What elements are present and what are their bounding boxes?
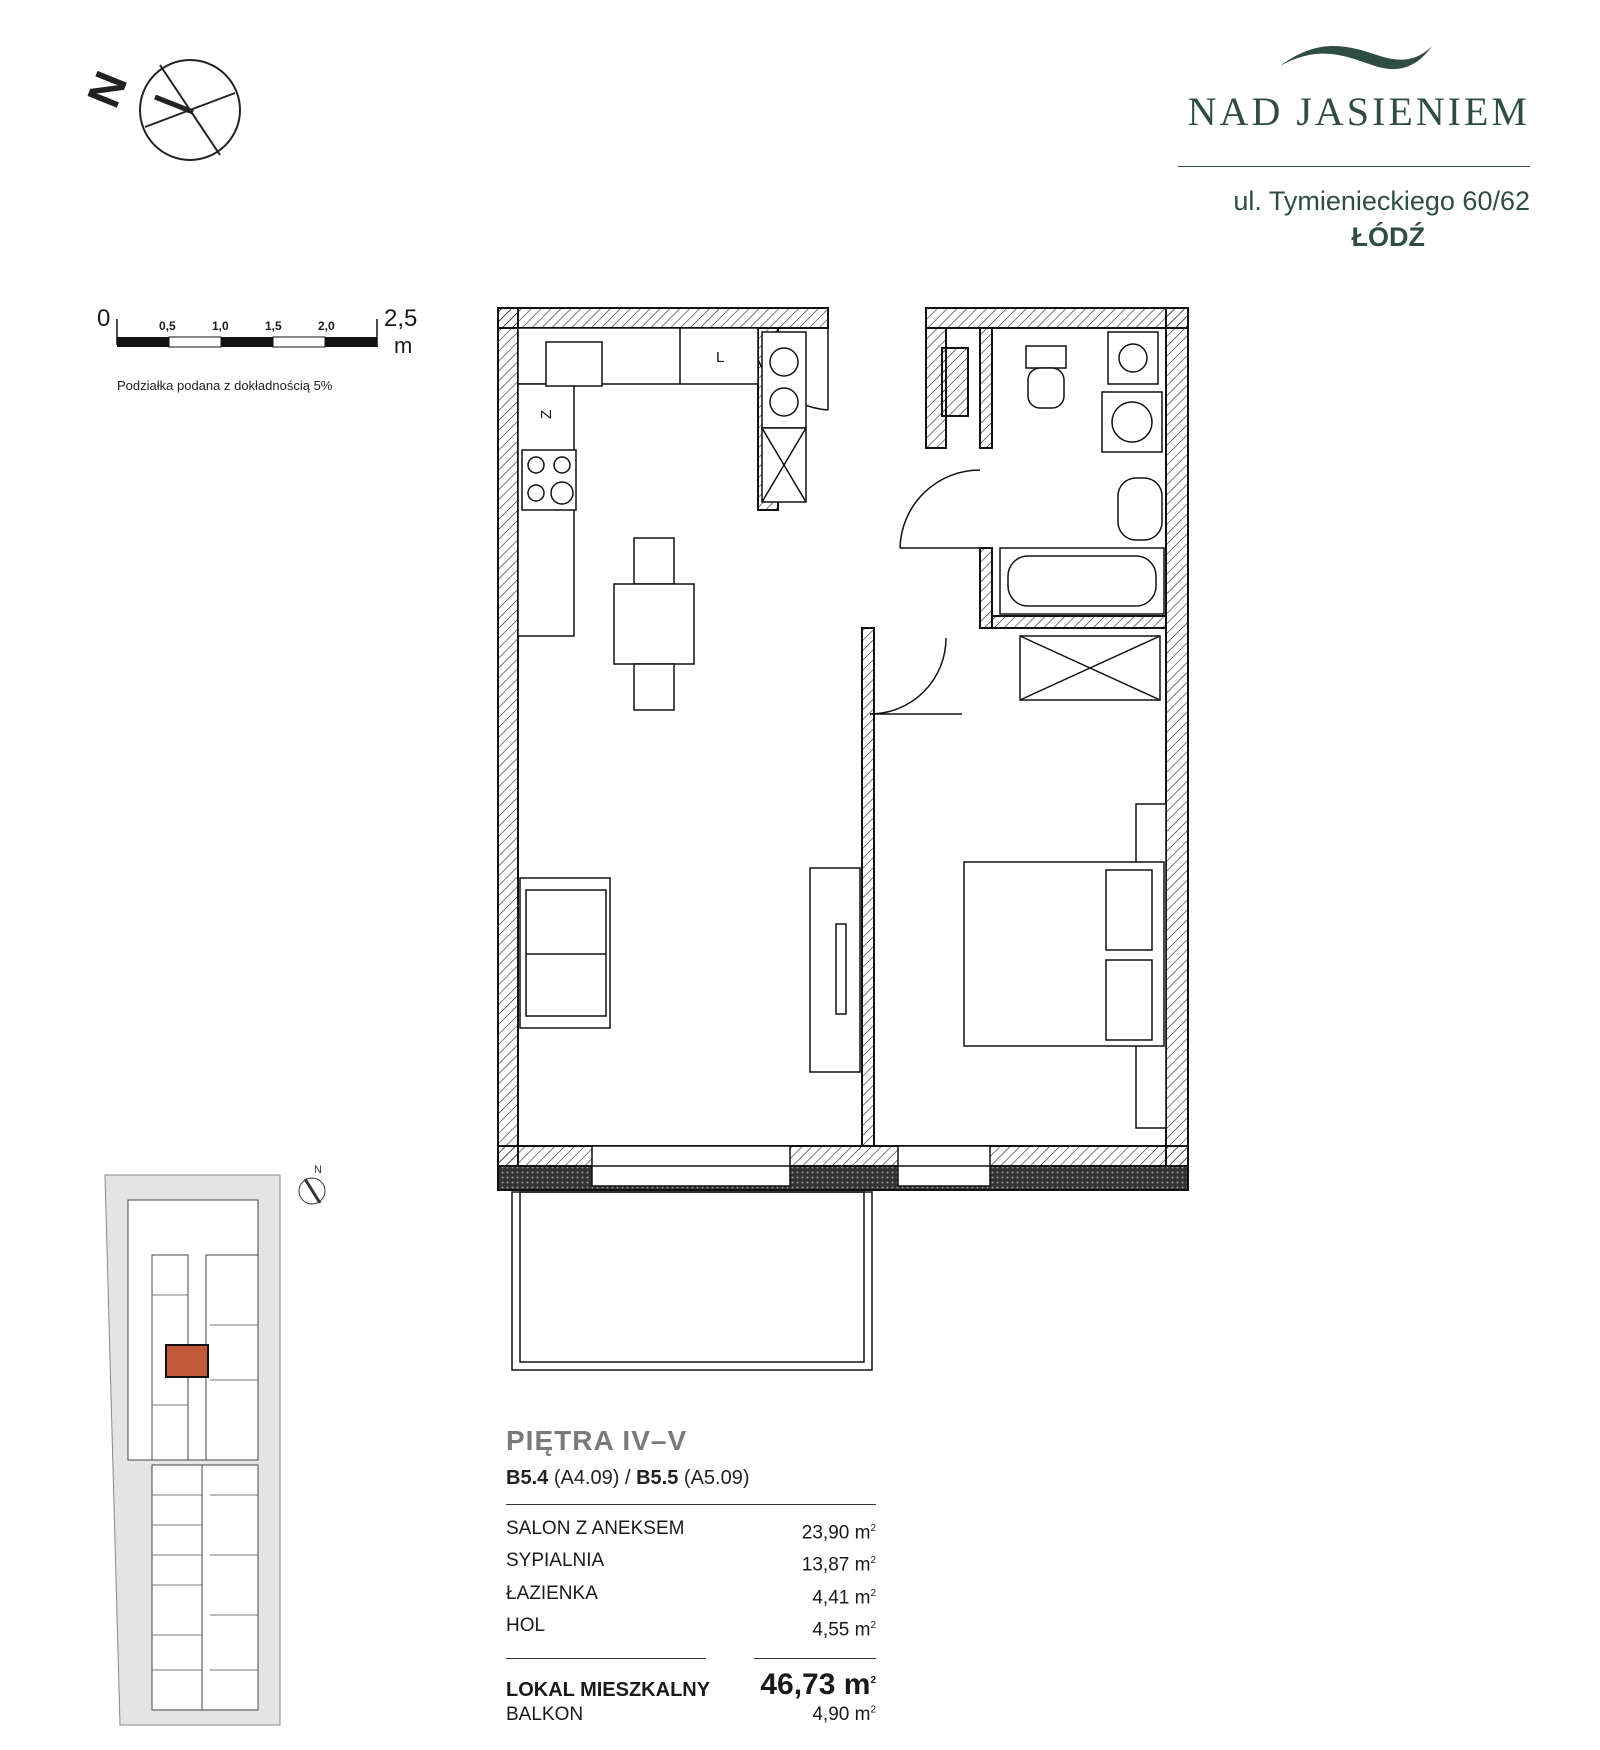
bed xyxy=(964,804,1166,1128)
room-area: 23,90 m xyxy=(801,1522,871,1544)
brand-divider xyxy=(1178,166,1530,167)
room-name: HOL xyxy=(506,1614,546,1636)
room-row: ŁAZIENKA 4,41 $m^2$ xyxy=(506,1580,876,1612)
floor-plan xyxy=(490,300,1210,1380)
room-name: SALON Z ANEKSEM xyxy=(506,1518,685,1539)
total-row: LOKAL MIESZKALNY 46,73 $m^2$ xyxy=(506,1668,876,1702)
scale-unit: m xyxy=(394,333,413,358)
room-row: SALON Z ANEKSEM 23,90 $m^2$ xyxy=(506,1515,876,1547)
bathroom-fixtures xyxy=(1000,332,1164,614)
room-area: 4,41 m xyxy=(812,1586,871,1608)
tv-cabinet xyxy=(810,868,860,1072)
room-row: SYPIALNIA 13,87 $m^2$ xyxy=(506,1547,876,1579)
scale-tick-label: 0,5 xyxy=(159,319,176,333)
compass xyxy=(76,55,245,165)
room-area: 13,87 m xyxy=(801,1554,871,1576)
dining-table xyxy=(614,538,694,710)
balcony-area: 4,90 m xyxy=(812,1704,871,1726)
installation-shaft xyxy=(762,332,806,502)
unit-separator: / xyxy=(624,1467,631,1489)
scale-bar xyxy=(97,305,427,375)
address-city: ŁÓDŹ xyxy=(1351,222,1425,252)
total-divider xyxy=(506,1650,891,1664)
wardrobe xyxy=(1020,636,1160,700)
scale-tick-label: 1,0 xyxy=(212,319,229,333)
scale-note: Podziałka podana z dokładnością 5% xyxy=(117,378,333,393)
room-row: HOL 4,55 $m^2$ xyxy=(506,1612,876,1644)
summary-divider xyxy=(506,1504,876,1505)
compass-north-label: N xyxy=(76,64,138,115)
floor-title: PIĘTRA IV–V xyxy=(506,1425,688,1456)
keyplan-north-label: N xyxy=(314,1164,322,1176)
unit-a-code: B5.4 xyxy=(506,1467,549,1489)
room-name: SYPIALNIA xyxy=(506,1550,605,1572)
balcony-label: BALKON xyxy=(506,1704,584,1726)
scale-end: 2,5 xyxy=(384,305,418,332)
total-label: LOKAL MIESZKALNY xyxy=(506,1679,711,1702)
unit-b-ref: (A5.09) xyxy=(683,1467,750,1489)
sofa xyxy=(520,878,610,1028)
unit-codes xyxy=(506,1467,891,1490)
brand-name: NAD JASIENIEM xyxy=(1187,89,1530,134)
kitchen-label-z: Z xyxy=(538,409,555,419)
scale-start: 0 xyxy=(97,305,111,332)
unit-a-ref: (A4.09) xyxy=(553,1467,620,1489)
area-summary xyxy=(506,1425,891,1726)
key-plan xyxy=(100,1165,360,1725)
unit-b-code: B5.5 xyxy=(636,1467,679,1489)
selected-unit-marker xyxy=(166,1345,208,1377)
balcony xyxy=(512,1192,872,1370)
kitchen-label-l: L xyxy=(716,349,725,366)
address-street: ul. Tymienieckiego 60/62 xyxy=(1233,186,1530,216)
scale-tick-label: 2,0 xyxy=(318,319,335,333)
brand-wave-logo xyxy=(1170,36,1530,76)
room-area: 4,55 m xyxy=(812,1619,871,1641)
total-area: 46,73 m xyxy=(760,1668,871,1702)
room-name: ŁAZIENKA xyxy=(506,1582,598,1604)
balcony-row: BALKON 4,90 $m^2$ xyxy=(506,1704,876,1726)
scale-tick-label: 1,5 xyxy=(265,319,282,333)
